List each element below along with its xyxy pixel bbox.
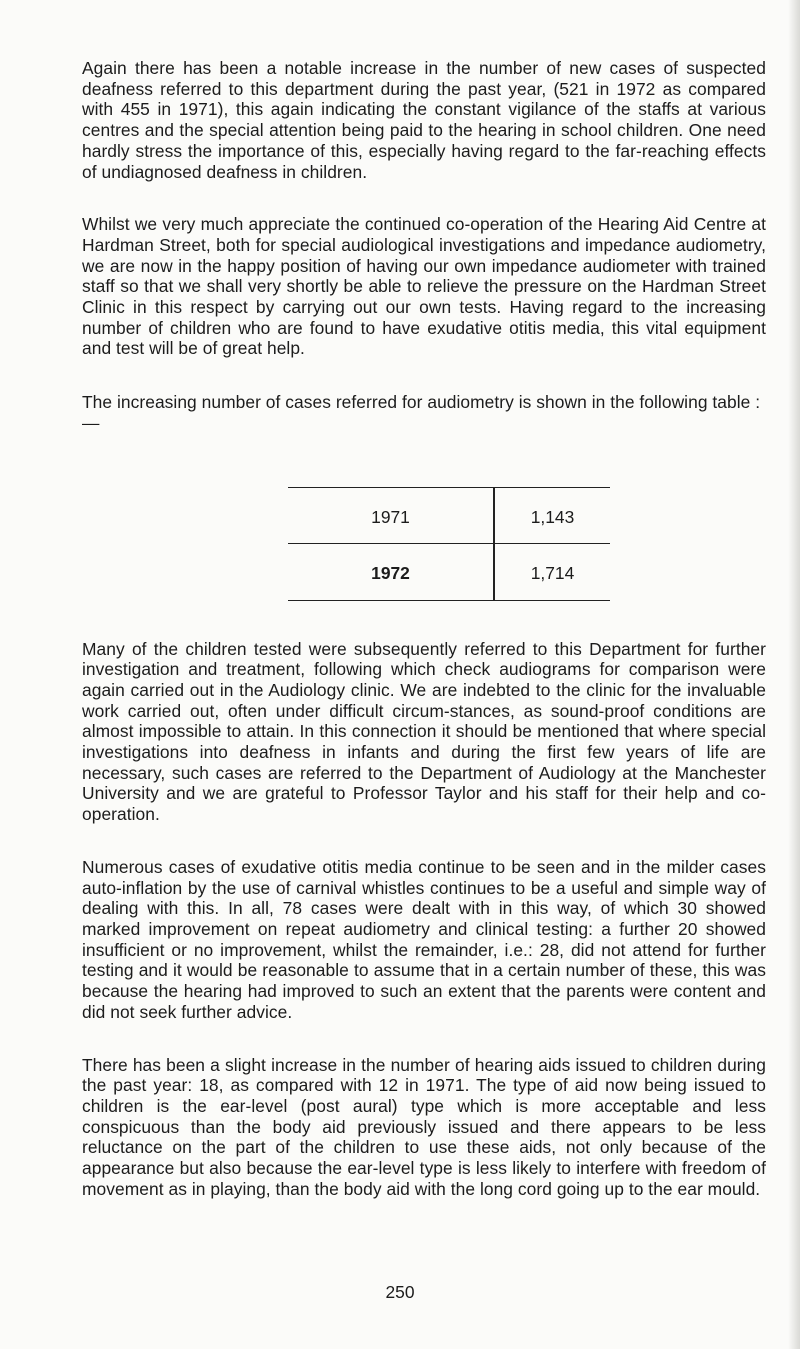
paragraph-otitis-media: Numerous cases of exudative otitis media continue to be seen and in the milder cases auto-inflation by the use of carnival whistles continues to be a useful and simple way of dealing with this. In all, 78 cases were dealt with in this way, of which 30 showed marked improvement on repeat audiometry and clinical testing: a further 20 showed insufficient or no improvement, whilst the remainder, i.e.: 28, did not attend for further testing and it would be reasonable to assume that in a certain number of these, this was because the hearing had improved to such an extent that the parents were content and did not seek further advice. (82, 856, 766, 1022)
page-edge-shadow (788, 0, 800, 1349)
table-top-rule (288, 487, 610, 489)
paragraph-table-intro: The increasing number of cases referred for audiometry is shown in the following table :— (82, 392, 761, 433)
table-middle-rule (288, 543, 610, 545)
audiometry-table (288, 487, 610, 601)
document-page (82, 58, 766, 1199)
table-cell-year: 1971 (371, 506, 410, 527)
paragraph-suspected-deafness: Again there has been a notable increase in the number of new cases of suspected deafness referred to this department during the past year, (521 in 1972 as compared with 455 in 1971), this again indicating the constant vigilance of the staffs at various centres and the special attention being paid to the hearing in school children. One need hardly stress the importance of this, especially having regard to the far-reaching effects of undiagnosed deafness in children. (82, 58, 766, 182)
table-cell-year: 1972 (371, 562, 410, 583)
table-bottom-rule (288, 600, 610, 602)
table-column-divider (493, 487, 495, 601)
table-cell-cases: 1,143 (530, 506, 575, 527)
page-number: 250 (385, 1282, 415, 1302)
paragraph-hearing-aids: There has been a slight increase in the number of hearing aids issued to children during the past year: 18, as compared with 12 in 1971. The type of aid now being issued to children is the ear-level (post aural) type which is more acceptable and less conspicuous than the body aid previously issued and there appears to be less reluctance on the part of the children to use these aids, not only because of the appearance but also because the ear-level type is less likely to interfere with freedom of movement as in playing, than the body aid with the long cord going up to the ear mould. (82, 1054, 766, 1199)
table-cell-cases: 1,714 (530, 562, 575, 583)
paragraph-further-investigation: Many of the children tested were subsequently referred to this Department for further investigation and treatment, following which check audiograms for comparison were again carried out in the Audiology clinic. We are indebted to the clinic for the invaluable work carried out, often under difficult circum-stances, as sound-proof conditions are almost impossible to attain. In this connection it should be mentioned that where special investigations into deafness in infants and during the first few years of life are necessary, such cases are referred to the Department of Audiology at the Manchester University and we are grateful to Professor Taylor and his staff for their help and co-operation. (82, 638, 766, 825)
audiometry-table-section (82, 434, 766, 639)
paragraph-hearing-aid-centre: Whilst we very much appreciate the continued co-operation of the Hearing Aid Centre at Hardman Street, both for special audiological investigations and impedance audiometry, we are now in the happy position of having our own impedance audiometer with trained staff so that we shall very shortly be able to relieve the pressure on the Hardman Street Clinic in this respect by carrying out our own tests. Having regard to the increasing number of children who are found to have exudative otitis media, this vital equipment and test will be of great help. (82, 214, 766, 359)
